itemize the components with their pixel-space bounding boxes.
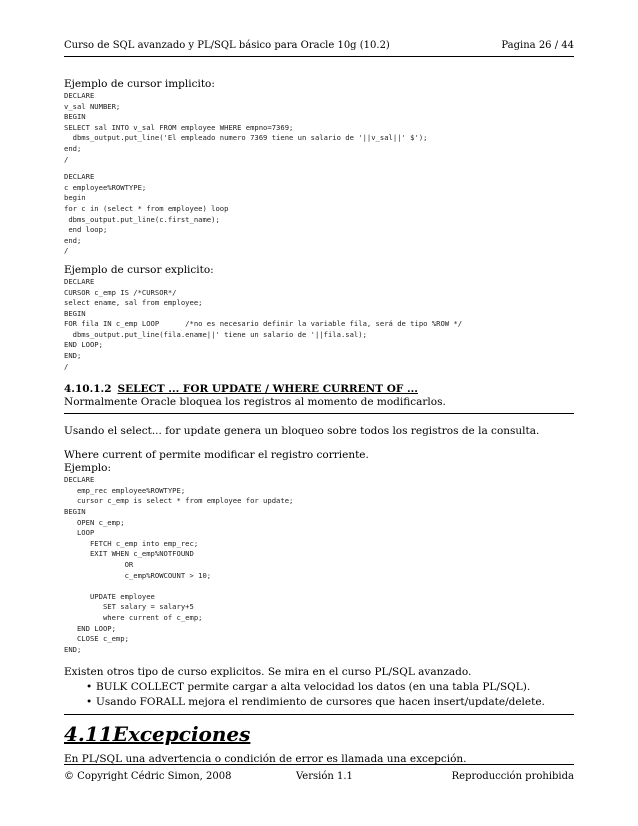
section-number: 4.10.1.2 (64, 383, 112, 396)
explicit-cursor-heading: Ejemplo de cursor explicito: (64, 263, 214, 276)
list-item: • BULK COLLECT permite cargar a alta velocidad los datos (en una tabla PL/SQL). (86, 681, 531, 694)
chapter-heading: 4.11Excepciones (64, 722, 251, 747)
footer-version: Versión 1.1 (296, 771, 353, 782)
paragraph-current-of: Where current of permite modificar el registro corriente. (64, 449, 369, 462)
implicit-cursor-loop-code: DECLARE c employee%ROWTYPE; begin for c in (select * from employee) loop dbms_output.put_line(c.first_name); end loop; end; / (64, 172, 229, 256)
section-heading (64, 383, 574, 396)
implicit-cursor-heading: Ejemplo de cursor implicito: (64, 78, 215, 90)
section-title: SELECT ... FOR UPDATE / WHERE CURRENT OF ... (117, 383, 418, 396)
header-title: Curso de SQL avanzado y PL/SQL básico para Oracle 10g (10.2) (64, 40, 390, 51)
page-footer (64, 764, 574, 785)
implicit-cursor-code: DECLARE v_sal NUMBER; BEGIN SELECT sal INTO v_sal FROM employee WHERE empno=7369; dbms_output.put_line('El empleado numero 7369 tiene un salario de '||v_sal||' $'); end; / (64, 91, 428, 164)
other-cursors-block (64, 666, 574, 715)
list-item: • Usando FORALL mejora el rendimiento de cursores que hacen insert/update/delete. (86, 696, 545, 709)
page-header (64, 38, 574, 57)
update-cursor-code: DECLARE emp_rec employee%ROWTYPE; cursor c_emp is select * from employee for update; BEGIN OPEN c_emp; LOOP FETCH c_emp into emp_rec; EXIT WHEN c_emp%NOTFOUND OR c_emp%ROWCOUNT > 10; UPDATE employee SET salary = salary+5 where current of c_emp; END LOOP; CLOSE c_emp; END; (64, 475, 294, 654)
explicit-cursor-code: DECLARE CURSOR c_emp IS /*CURSOR*/ select ename, sal from employee; BEGIN FOR fila IN c_emp LOOP /*no es necesario definir la variable fila, será de tipo %ROW */ dbms_output.put_line(fila.ename||' tiene un salario de '||fila.sal); END LOOP; END; / (64, 276, 463, 371)
paragraph-for-update: Usando el select... for update genera un bloqueo sobre todos los registros de la consulta. (64, 425, 540, 438)
bullet-icon: • (86, 696, 93, 709)
bullet-icon: • (86, 681, 93, 694)
header-page-number: Pagina 26 / 44 (501, 40, 574, 51)
page-content (64, 78, 574, 766)
section-heading-block (64, 383, 574, 414)
example-label: Ejemplo: (64, 462, 112, 475)
cursor-bullet-list (64, 680, 574, 710)
paragraph-exceptions: En PL/SQL una advertencia o condición de error es llamada una excepción. (64, 753, 467, 766)
paragraph-locking: Normalmente Oracle bloquea los registros al momento de modificarlos. (64, 396, 446, 409)
footer-copyright: © Copyright Cédric Simon, 2008 (64, 771, 232, 782)
paragraph-other-cursors: Existen otros tipo de curso explicitos. Se mira en el curso PL/SQL avanzado. (64, 666, 472, 679)
footer-rights: Reproducción prohibida (451, 771, 574, 782)
